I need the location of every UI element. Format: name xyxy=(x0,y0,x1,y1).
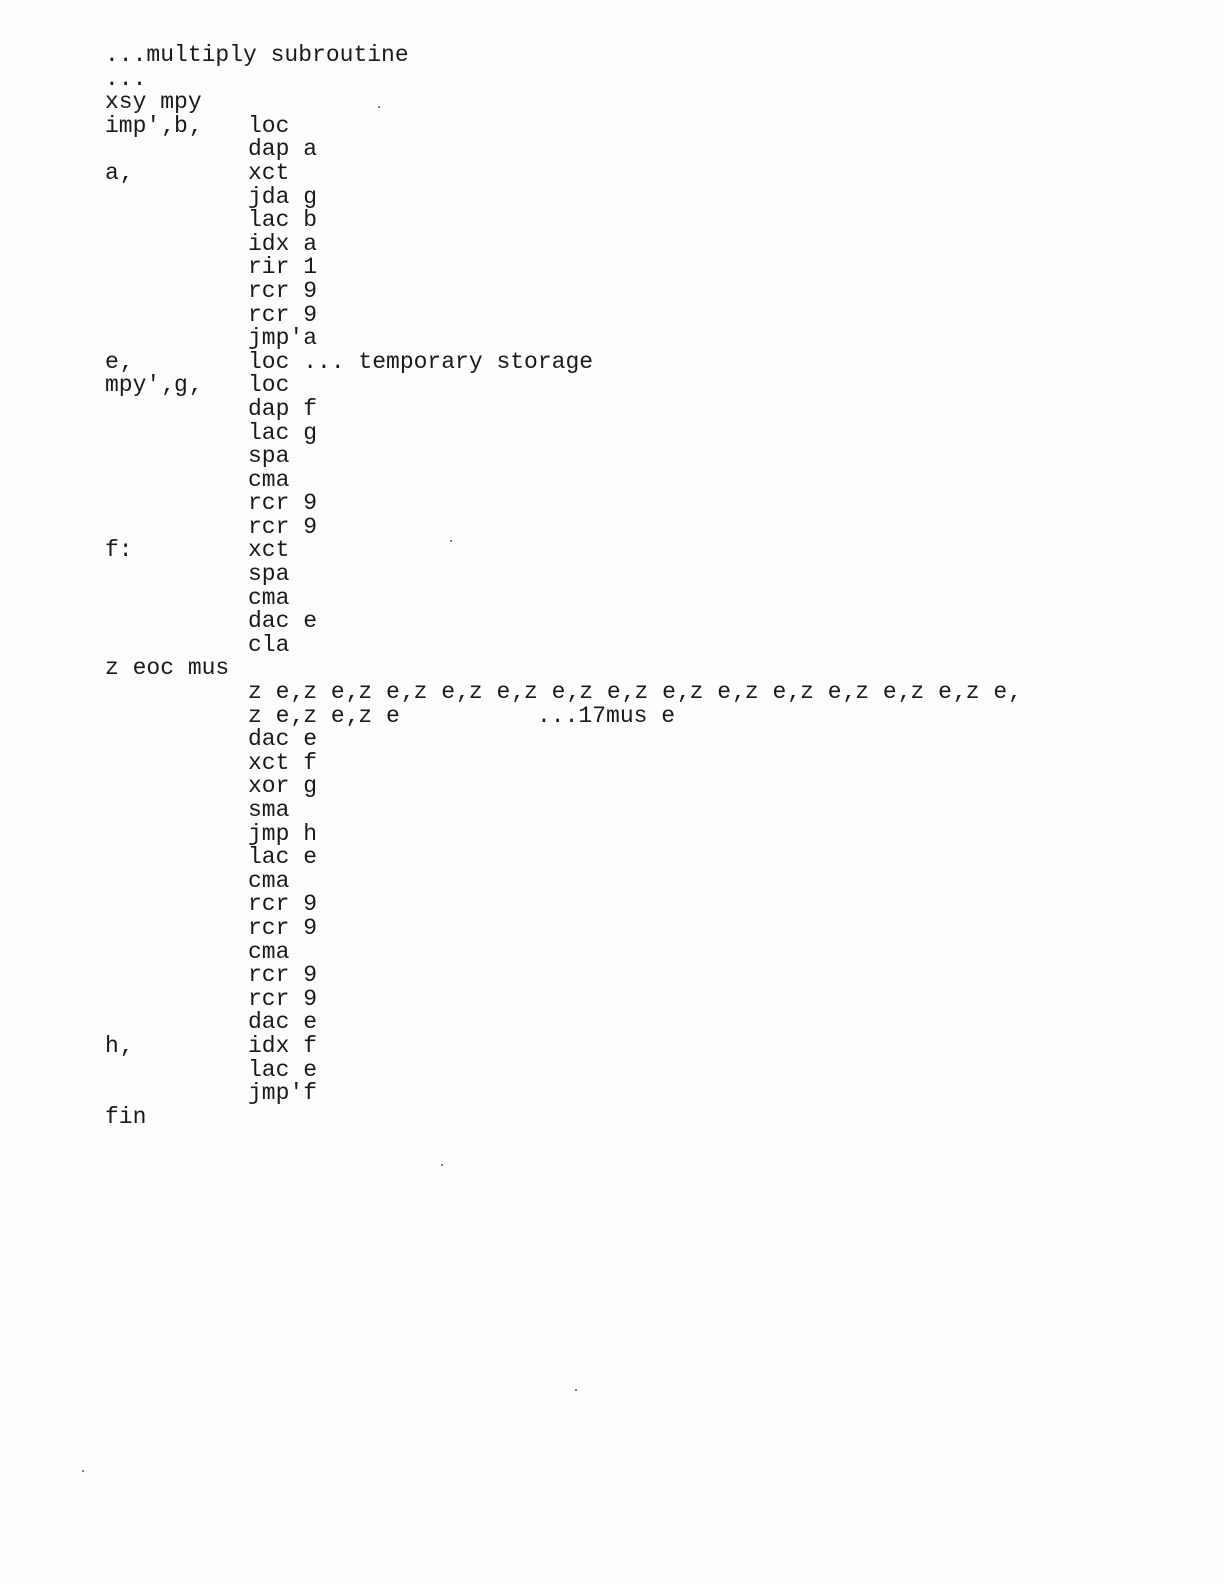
line-instruction: dac e xyxy=(248,608,318,635)
paper-speck xyxy=(575,1389,577,1391)
code-line xyxy=(105,985,1105,1012)
code-line xyxy=(105,799,1105,823)
code-line xyxy=(105,846,1105,870)
code-line xyxy=(105,539,1105,563)
code-line xyxy=(105,301,1105,328)
line-instruction: jda g xyxy=(248,183,318,210)
line-instruction: rcr 9 xyxy=(248,962,318,989)
line-label: xsy mpy xyxy=(105,89,202,116)
code-line xyxy=(105,466,1105,493)
line-label: e‚ xyxy=(105,348,133,375)
line-label: mpy'‚g‚ xyxy=(105,372,202,399)
code-line xyxy=(105,65,1105,92)
line-label: a‚ xyxy=(105,159,133,186)
code-line xyxy=(105,230,1105,257)
code-line xyxy=(105,348,1105,375)
code-line xyxy=(105,327,1105,351)
line-label: imp'‚b‚ xyxy=(105,112,202,139)
line-instruction: xct xyxy=(248,537,290,564)
code-line xyxy=(105,395,1105,422)
line-instruction: spa xyxy=(248,443,290,470)
code-line xyxy=(105,893,1105,917)
code-line xyxy=(105,631,1105,658)
code-line xyxy=(105,1082,1105,1106)
code-line xyxy=(105,44,1105,68)
line-instruction: rcr 9 xyxy=(248,277,318,304)
code-line xyxy=(105,138,1105,162)
line-label: f: xyxy=(105,537,133,564)
line-instruction: dap a xyxy=(248,136,318,163)
code-line xyxy=(105,419,1105,446)
code-line xyxy=(105,492,1105,516)
code-listing xyxy=(105,44,1105,1129)
line-instruction: lac e xyxy=(248,844,318,871)
line-instruction: rcr 9 xyxy=(248,891,318,918)
line-instruction: xct xyxy=(248,159,290,186)
code-line xyxy=(105,1011,1105,1035)
code-line xyxy=(105,513,1105,540)
line-instruction: idx a xyxy=(248,230,318,257)
paper-speck xyxy=(378,106,380,108)
line-instruction: rir 1 xyxy=(248,254,318,281)
line-instruction: z e‚z e‚z e xyxy=(248,702,400,729)
code-line xyxy=(105,775,1105,799)
code-line xyxy=(105,1056,1105,1083)
code-line xyxy=(105,159,1105,186)
line-instruction: xor g xyxy=(248,773,318,800)
code-line xyxy=(105,938,1105,965)
line-instruction: loc xyxy=(248,112,290,139)
paper-speck xyxy=(441,1164,443,1166)
line-label: z eoc mus xyxy=(105,655,230,682)
code-line xyxy=(105,610,1105,634)
line-instruction: xct f xyxy=(248,749,318,776)
code-line xyxy=(105,1032,1105,1059)
line-instruction: loc xyxy=(248,372,290,399)
line-instruction: jmp'a xyxy=(248,325,318,352)
line-label: ... xyxy=(105,65,147,92)
code-line xyxy=(105,277,1105,304)
code-line xyxy=(105,563,1105,587)
paper-speck xyxy=(82,1470,84,1472)
line-instruction: dac e xyxy=(248,726,318,753)
line-instruction: rcr 9 xyxy=(248,513,318,540)
line-instruction: cma xyxy=(248,938,290,965)
line-instruction: lac e xyxy=(248,1056,318,1083)
line-instruction: rcr 9 xyxy=(248,985,318,1012)
line-instruction: cma xyxy=(248,466,290,493)
code-line xyxy=(105,256,1105,280)
code-line xyxy=(105,183,1105,210)
code-line xyxy=(105,702,1105,729)
code-line xyxy=(105,91,1105,115)
line-instruction: lac g xyxy=(248,419,318,446)
line-instruction: dap f xyxy=(248,395,318,422)
code-line xyxy=(105,820,1105,847)
line-instruction: jmp h xyxy=(248,820,318,847)
code-line xyxy=(105,681,1105,705)
code-line xyxy=(105,209,1105,233)
code-line xyxy=(105,445,1105,469)
line-instruction: rcr 9 xyxy=(248,301,318,328)
line-instruction: z e‚z e‚z e‚z e‚z e‚z e‚z e‚z e‚z e‚z e‚z e‚z e‚z e‚z e‚ xyxy=(248,679,1021,706)
line-label: fin xyxy=(105,1103,147,1130)
line-label: ...multiply subroutine xyxy=(105,42,409,68)
line-instruction: dac e xyxy=(248,1009,318,1036)
code-line xyxy=(105,914,1105,941)
code-line xyxy=(105,112,1105,139)
line-instruction: rcr 9 xyxy=(248,914,318,941)
code-line xyxy=(105,964,1105,988)
line-instruction: rcr 9 xyxy=(248,490,318,517)
code-line xyxy=(105,867,1105,894)
code-line xyxy=(105,1103,1105,1130)
line-label: h‚ xyxy=(105,1032,133,1059)
line-instruction: cla xyxy=(248,631,290,658)
paper-speck xyxy=(450,540,452,542)
line-instruction: cma xyxy=(248,867,290,894)
code-line xyxy=(105,657,1105,681)
code-line xyxy=(105,584,1105,611)
code-line xyxy=(105,728,1105,752)
line-instruction: cma xyxy=(248,584,290,611)
line-instruction: sma xyxy=(248,797,290,823)
code-line xyxy=(105,749,1105,776)
line-comment: ...17mus e xyxy=(537,702,676,729)
code-line xyxy=(105,374,1105,398)
line-instruction: jmp'f xyxy=(248,1080,318,1107)
line-instruction: idx f xyxy=(248,1032,318,1059)
line-instruction: loc ... temporary storage xyxy=(248,348,594,375)
line-instruction: lac b xyxy=(248,207,318,234)
line-instruction: spa xyxy=(248,561,290,588)
